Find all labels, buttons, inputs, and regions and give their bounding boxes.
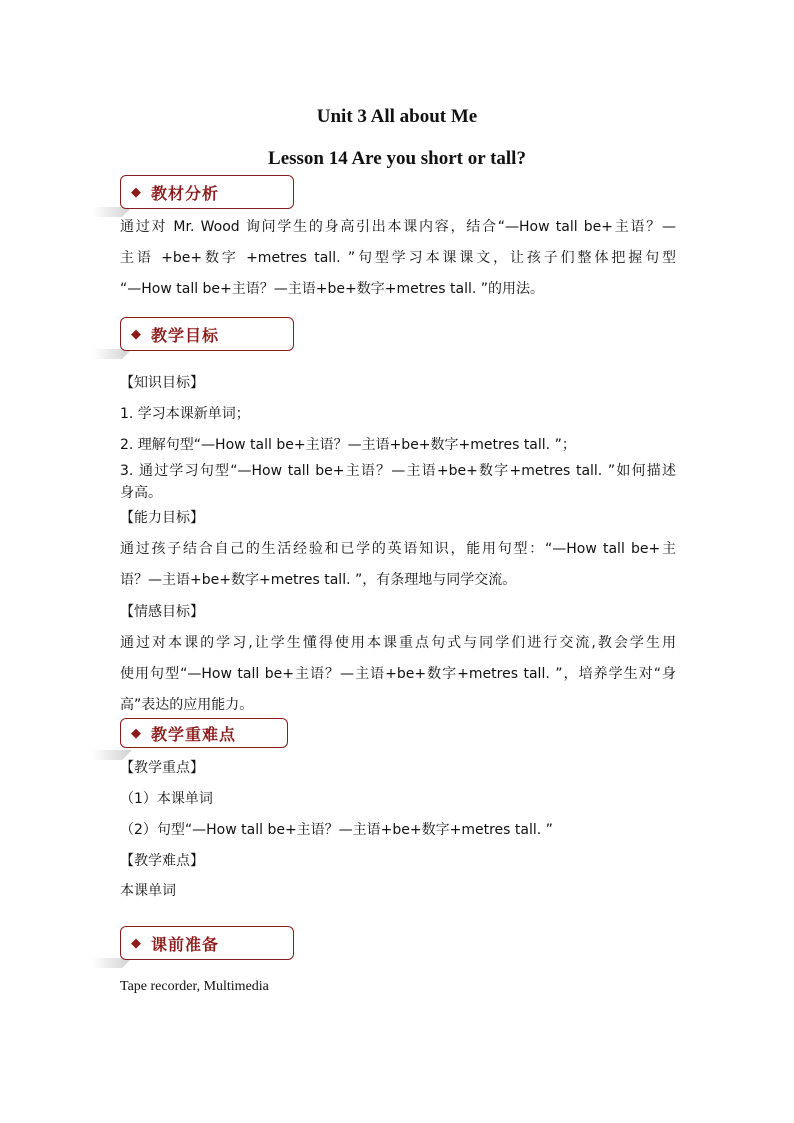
knowledge-heading: 【知识目标】 (120, 375, 204, 391)
difficulty-heading: 【教学难点】 (120, 853, 204, 869)
section-label: 课前准备 (151, 934, 220, 954)
preparation-text: Tape recorder, Multimedia (120, 979, 269, 994)
knowledge-item-1: 1. 学习本课新单词； (120, 406, 250, 422)
analysis-line-2: 主语 +be+数字 +metres tall. ”句型学习本课课文，让孩子们整体把握句型 (120, 250, 676, 266)
section-box (120, 175, 294, 209)
analysis-line-3: “—How tall be+主语？—主语+be+数字+metres tall. ”的用法。 (120, 281, 545, 297)
lesson-title: Lesson 14 Are you short or tall? (268, 148, 526, 169)
diamond-icon: ◆ (131, 725, 141, 741)
unit-title: Unit 3 All about Me (316, 106, 478, 127)
ability-line-1: 通过孩子结合自己的生活经验和已学的英语知识，能用句型：“—How tall be+主 (120, 541, 676, 557)
difficulty-text: 本课单词 (120, 883, 176, 899)
analysis-line-1: 通过对 Mr. Wood 询问学生的身高引出本课内容，结合“—How tall be+主语？— (120, 219, 676, 235)
section-box (120, 926, 294, 960)
focus-item-2: （2）句型“—How tall be+主语？—主语+be+数字+metres tall. ” (120, 822, 553, 838)
section-label: 教材分析 (151, 183, 220, 203)
ability-heading: 【能力目标】 (120, 510, 204, 526)
diamond-icon: ◆ (131, 326, 141, 342)
ability-line-2: 语？—主语+be+数字+metres tall. ”，有条理地与同学交流。 (120, 572, 517, 588)
knowledge-item-2: 2. 理解句型“—How tall be+主语？—主语+be+数字+metres tall. ”； (120, 437, 576, 453)
diamond-icon: ◆ (131, 935, 141, 951)
focus-item-1: （1）本课单词 (120, 791, 213, 807)
emotion-line-1: 通过对本课的学习,让学生懂得使用本课重点句式与同学们进行交流,教会学生用 (120, 635, 676, 651)
knowledge-item-3: 3. 通过学习句型“—How tall be+主语？—主语+be+数字+metres tall. ”如何描述 (120, 463, 676, 479)
knowledge-item-3-cont: 身高。 (120, 485, 162, 501)
diamond-icon: ◆ (131, 184, 141, 200)
section-label: 教学目标 (151, 325, 220, 345)
section-box (120, 718, 288, 748)
emotion-heading: 【情感目标】 (120, 604, 204, 620)
emotion-line-3: 高”表达的应用能力。 (120, 697, 254, 713)
emotion-line-2: 使用句型“—How tall be+主语？—主语+be+数字+metres tall. ”，培养学生对“身 (120, 666, 676, 682)
focus-heading: 【教学重点】 (120, 760, 204, 776)
section-box (120, 317, 294, 351)
section-label: 教学重难点 (151, 724, 237, 744)
